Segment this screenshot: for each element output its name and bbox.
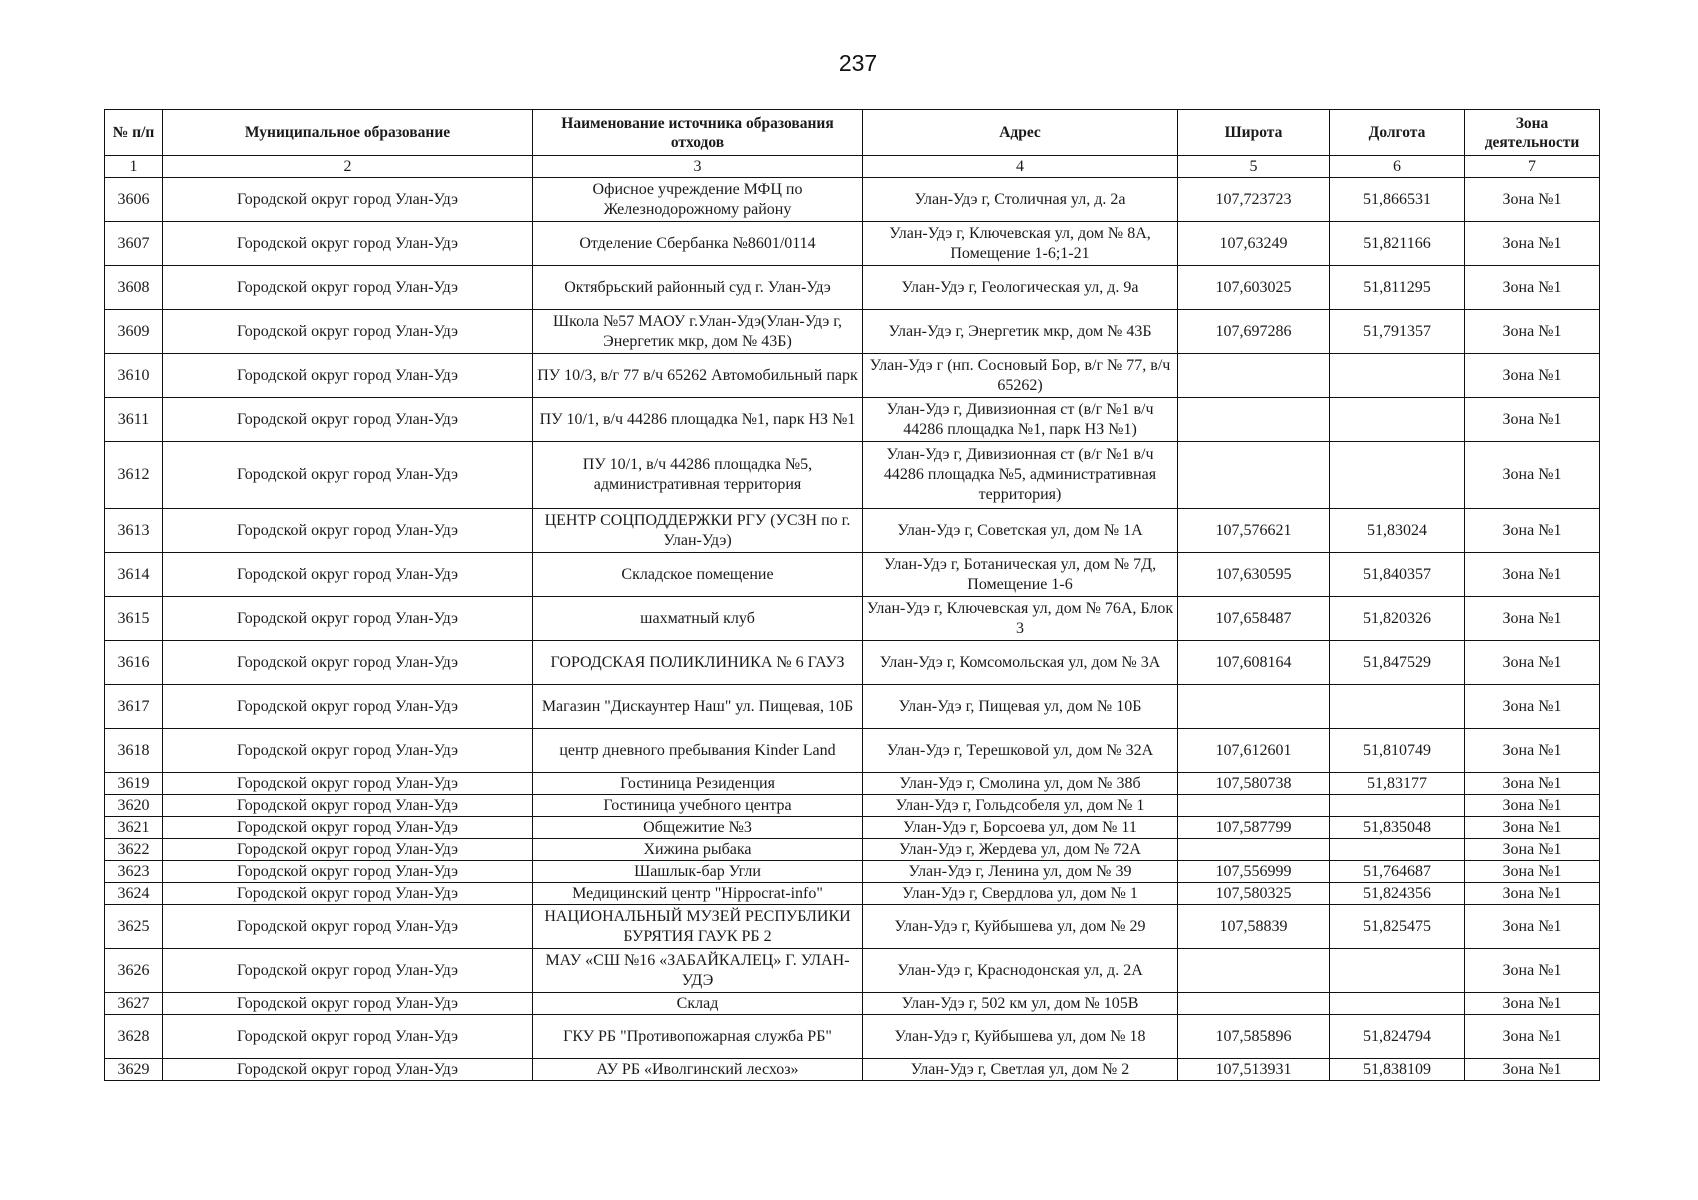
cell-zone: Зона №1 xyxy=(1465,861,1600,883)
table-row xyxy=(105,773,1600,795)
cell-zone: Зона №1 xyxy=(1465,1015,1600,1059)
cell-num: 3619 xyxy=(105,773,163,795)
cell-latitude: 107,697286 xyxy=(1178,310,1330,354)
cell-source: ГОРОДСКАЯ ПОЛИКЛИНИКА № 6 ГАУЗ xyxy=(533,641,863,685)
cell-longitude: 51,835048 xyxy=(1330,817,1465,839)
cell-municipality: Городской округ город Улан-Удэ xyxy=(163,883,533,905)
cell-num: 3609 xyxy=(105,310,163,354)
cell-address: Улан-Удэ г, Ключевская ул, дом № 8А, Помещение 1-6;1-21 xyxy=(863,222,1178,266)
header-cell-zone: Зона деятельности xyxy=(1465,110,1600,156)
table-row xyxy=(105,949,1600,993)
cell-address: Улан-Удэ г, Дивизионная ст (в/г №1 в/ч 44286 площадка №1, парк НЗ №1) xyxy=(863,398,1178,442)
table-row xyxy=(105,509,1600,553)
table-row xyxy=(105,729,1600,773)
cell-longitude xyxy=(1330,442,1465,509)
cell-address: Улан-Удэ г, Куйбышева ул, дом № 29 xyxy=(863,905,1178,949)
cell-address: Улан-Удэ г, Дивизионная ст (в/г №1 в/ч 44286 площадка №5, административная территория) xyxy=(863,442,1178,509)
cell-source: Складское помещение xyxy=(533,553,863,597)
cell-latitude: 107,608164 xyxy=(1178,641,1330,685)
cell-municipality: Городской округ город Улан-Удэ xyxy=(163,905,533,949)
header-cell-source: Наименование источника образования отходов xyxy=(533,110,863,156)
cell-num: 3611 xyxy=(105,398,163,442)
cell-num: 3628 xyxy=(105,1015,163,1059)
cell-longitude: 51,820326 xyxy=(1330,597,1465,641)
table-row xyxy=(105,266,1600,310)
cell-zone: Зона №1 xyxy=(1465,817,1600,839)
column-number-row xyxy=(105,156,1600,178)
column-number: 4 xyxy=(863,156,1178,178)
cell-latitude: 107,556999 xyxy=(1178,861,1330,883)
cell-municipality: Городской округ город Улан-Удэ xyxy=(163,553,533,597)
cell-zone: Зона №1 xyxy=(1465,222,1600,266)
header-cell-latitude: Широта xyxy=(1178,110,1330,156)
cell-num: 3608 xyxy=(105,266,163,310)
cell-address: Улан-Удэ г (нп. Сосновый Бор, в/г № 77, в/ч 65262) xyxy=(863,354,1178,398)
cell-zone: Зона №1 xyxy=(1465,729,1600,773)
cell-longitude: 51,840357 xyxy=(1330,553,1465,597)
table-row xyxy=(105,398,1600,442)
cell-zone: Зона №1 xyxy=(1465,442,1600,509)
table-row xyxy=(105,178,1600,222)
cell-address: Улан-Удэ г, Борсоева ул, дом № 11 xyxy=(863,817,1178,839)
header-cell-longitude: Долгота xyxy=(1330,110,1465,156)
header-row xyxy=(105,110,1600,156)
cell-longitude: 51,824356 xyxy=(1330,883,1465,905)
cell-source: Магазин "Дискаунтер Наш" ул. Пищевая, 10Б xyxy=(533,685,863,729)
cell-longitude: 51,83177 xyxy=(1330,773,1465,795)
cell-address: Улан-Удэ г, Краснодонская ул, д. 2А xyxy=(863,949,1178,993)
cell-municipality: Городской округ город Улан-Удэ xyxy=(163,266,533,310)
cell-latitude xyxy=(1178,354,1330,398)
cell-municipality: Городской округ город Улан-Удэ xyxy=(163,795,533,817)
cell-num: 3623 xyxy=(105,861,163,883)
cell-num: 3616 xyxy=(105,641,163,685)
cell-source: НАЦИОНАЛЬНЫЙ МУЗЕЙ РЕСПУБЛИКИ БУРЯТИЯ ГАУК РБ 2 xyxy=(533,905,863,949)
cell-municipality: Городской округ город Улан-Удэ xyxy=(163,861,533,883)
cell-zone: Зона №1 xyxy=(1465,553,1600,597)
cell-latitude xyxy=(1178,442,1330,509)
cell-latitude: 107,576621 xyxy=(1178,509,1330,553)
cell-zone: Зона №1 xyxy=(1465,993,1600,1015)
table-row xyxy=(105,442,1600,509)
cell-source: ПУ 10/1, в/ч 44286 площадка №5, административная территория xyxy=(533,442,863,509)
cell-latitude: 107,612601 xyxy=(1178,729,1330,773)
cell-longitude xyxy=(1330,839,1465,861)
cell-num: 3620 xyxy=(105,795,163,817)
cell-source: Гостиница Резиденция xyxy=(533,773,863,795)
cell-source: Октябрьский районный суд г. Улан-Удэ xyxy=(533,266,863,310)
cell-municipality: Городской округ город Улан-Удэ xyxy=(163,839,533,861)
cell-longitude: 51,866531 xyxy=(1330,178,1465,222)
column-number: 7 xyxy=(1465,156,1600,178)
cell-zone: Зона №1 xyxy=(1465,178,1600,222)
cell-address: Улан-Удэ г, Ботаническая ул, дом № 7Д, Помещение 1-6 xyxy=(863,553,1178,597)
cell-municipality: Городской округ город Улан-Удэ xyxy=(163,354,533,398)
cell-latitude xyxy=(1178,993,1330,1015)
column-number: 5 xyxy=(1178,156,1330,178)
cell-municipality: Городской округ город Улан-Удэ xyxy=(163,222,533,266)
cell-latitude: 107,630595 xyxy=(1178,553,1330,597)
cell-address: Улан-Удэ г, Столичная ул, д. 2а xyxy=(863,178,1178,222)
table-row xyxy=(105,861,1600,883)
cell-municipality: Городской округ город Улан-Удэ xyxy=(163,729,533,773)
cell-num: 3612 xyxy=(105,442,163,509)
cell-zone: Зона №1 xyxy=(1465,398,1600,442)
cell-municipality: Городской округ город Улан-Удэ xyxy=(163,442,533,509)
cell-longitude xyxy=(1330,949,1465,993)
cell-longitude: 51,838109 xyxy=(1330,1059,1465,1081)
cell-zone: Зона №1 xyxy=(1465,509,1600,553)
cell-zone: Зона №1 xyxy=(1465,597,1600,641)
cell-num: 3607 xyxy=(105,222,163,266)
cell-municipality: Городской округ город Улан-Удэ xyxy=(163,597,533,641)
cell-municipality: Городской округ город Улан-Удэ xyxy=(163,773,533,795)
cell-latitude xyxy=(1178,839,1330,861)
cell-zone: Зона №1 xyxy=(1465,266,1600,310)
table-row xyxy=(105,685,1600,729)
cell-zone: Зона №1 xyxy=(1465,949,1600,993)
cell-num: 3627 xyxy=(105,993,163,1015)
cell-address: Улан-Удэ г, Свердлова ул, дом № 1 xyxy=(863,883,1178,905)
cell-num: 3621 xyxy=(105,817,163,839)
cell-source: шахматный клуб xyxy=(533,597,863,641)
cell-latitude: 107,587799 xyxy=(1178,817,1330,839)
cell-latitude xyxy=(1178,685,1330,729)
cell-longitude: 51,821166 xyxy=(1330,222,1465,266)
table-row xyxy=(105,553,1600,597)
cell-address: Улан-Удэ г, Геологическая ул, д. 9а xyxy=(863,266,1178,310)
cell-address: Улан-Удэ г, Жердева ул, дом № 72А xyxy=(863,839,1178,861)
cell-source: Шашлык-бар Угли xyxy=(533,861,863,883)
cell-address: Улан-Удэ г, Куйбышева ул, дом № 18 xyxy=(863,1015,1178,1059)
table-body xyxy=(105,178,1600,1081)
cell-source: ЦЕНТР СОЦПОДДЕРЖКИ РГУ (УСЗН по г. Улан-Удэ) xyxy=(533,509,863,553)
cell-num: 3610 xyxy=(105,354,163,398)
cell-address: Улан-Удэ г, 502 км ул, дом № 105В xyxy=(863,993,1178,1015)
cell-num: 3614 xyxy=(105,553,163,597)
cell-municipality: Городской округ город Улан-Удэ xyxy=(163,509,533,553)
cell-num: 3613 xyxy=(105,509,163,553)
cell-latitude: 107,603025 xyxy=(1178,266,1330,310)
cell-zone: Зона №1 xyxy=(1465,641,1600,685)
table-row xyxy=(105,222,1600,266)
cell-source: Хижина рыбака xyxy=(533,839,863,861)
header-cell-municipality: Муниципальное образование xyxy=(163,110,533,156)
cell-latitude: 107,580738 xyxy=(1178,773,1330,795)
cell-address: Улан-Удэ г, Терешковой ул, дом № 32А xyxy=(863,729,1178,773)
cell-municipality: Городской округ город Улан-Удэ xyxy=(163,993,533,1015)
cell-zone: Зона №1 xyxy=(1465,354,1600,398)
cell-longitude xyxy=(1330,398,1465,442)
cell-zone: Зона №1 xyxy=(1465,795,1600,817)
cell-latitude: 107,513931 xyxy=(1178,1059,1330,1081)
cell-source: ГКУ РБ "Противопожарная служба РБ" xyxy=(533,1015,863,1059)
table-row xyxy=(105,310,1600,354)
table-row xyxy=(105,597,1600,641)
cell-source: АУ РБ «Иволгинский лесхоз» xyxy=(533,1059,863,1081)
cell-latitude: 107,580325 xyxy=(1178,883,1330,905)
cell-longitude: 51,810749 xyxy=(1330,729,1465,773)
cell-address: Улан-Удэ г, Пищевая ул, дом № 10Б xyxy=(863,685,1178,729)
table-row xyxy=(105,817,1600,839)
cell-address: Улан-Удэ г, Комсомольская ул, дом № 3А xyxy=(863,641,1178,685)
cell-address: Улан-Удэ г, Смолина ул, дом № 38б xyxy=(863,773,1178,795)
cell-longitude xyxy=(1330,685,1465,729)
cell-municipality: Городской округ город Улан-Удэ xyxy=(163,1015,533,1059)
column-number: 6 xyxy=(1330,156,1465,178)
cell-latitude: 107,63249 xyxy=(1178,222,1330,266)
cell-municipality: Городской округ город Улан-Удэ xyxy=(163,1059,533,1081)
cell-municipality: Городской округ город Улан-Удэ xyxy=(163,178,533,222)
cell-num: 3624 xyxy=(105,883,163,905)
column-number: 2 xyxy=(163,156,533,178)
cell-municipality: Городской округ город Улан-Удэ xyxy=(163,641,533,685)
cell-source: Медицинский центр "Hippocrat-info" xyxy=(533,883,863,905)
cell-longitude: 51,791357 xyxy=(1330,310,1465,354)
cell-latitude xyxy=(1178,398,1330,442)
cell-latitude: 107,723723 xyxy=(1178,178,1330,222)
cell-num: 3606 xyxy=(105,178,163,222)
table-row xyxy=(105,883,1600,905)
cell-longitude: 51,764687 xyxy=(1330,861,1465,883)
cell-latitude xyxy=(1178,949,1330,993)
cell-zone: Зона №1 xyxy=(1465,773,1600,795)
cell-address: Улан-Удэ г, Ключевская ул, дом № 76А, Блок 3 xyxy=(863,597,1178,641)
cell-address: Улан-Удэ г, Гольдсобеля ул, дом № 1 xyxy=(863,795,1178,817)
table-row xyxy=(105,1059,1600,1081)
cell-longitude xyxy=(1330,795,1465,817)
cell-num: 3625 xyxy=(105,905,163,949)
cell-zone: Зона №1 xyxy=(1465,310,1600,354)
cell-municipality: Городской округ город Улан-Удэ xyxy=(163,398,533,442)
cell-source: Общежитие №3 xyxy=(533,817,863,839)
header-cell-num: № п/п xyxy=(105,110,163,156)
cell-num: 3622 xyxy=(105,839,163,861)
table-row xyxy=(105,354,1600,398)
header-cell-address: Адрес xyxy=(863,110,1178,156)
cell-source: Отделение Сбербанка №8601/0114 xyxy=(533,222,863,266)
cell-latitude: 107,658487 xyxy=(1178,597,1330,641)
cell-source: ПУ 10/3, в/г 77 в/ч 65262 Автомобильный парк xyxy=(533,354,863,398)
cell-latitude: 107,585896 xyxy=(1178,1015,1330,1059)
cell-source: Офисное учреждение МФЦ по Железнодорожному району xyxy=(533,178,863,222)
cell-latitude xyxy=(1178,795,1330,817)
table-row xyxy=(105,795,1600,817)
cell-source: ПУ 10/1, в/ч 44286 площадка №1, парк НЗ №1 xyxy=(533,398,863,442)
page-number: 237 xyxy=(838,50,878,76)
table-row xyxy=(105,839,1600,861)
column-number: 1 xyxy=(105,156,163,178)
cell-num: 3615 xyxy=(105,597,163,641)
cell-address: Улан-Удэ г, Энергетик мкр, дом № 43Б xyxy=(863,310,1178,354)
cell-zone: Зона №1 xyxy=(1465,839,1600,861)
cell-municipality: Городской округ город Улан-Удэ xyxy=(163,685,533,729)
cell-longitude: 51,825475 xyxy=(1330,905,1465,949)
cell-zone: Зона №1 xyxy=(1465,1059,1600,1081)
cell-municipality: Городской округ город Улан-Удэ xyxy=(163,817,533,839)
cell-num: 3618 xyxy=(105,729,163,773)
table-row xyxy=(105,641,1600,685)
cell-source: Школа №57 МАОУ г.Улан-Удэ(Улан-Удэ г, Энергетик мкр, дом № 43Б) xyxy=(533,310,863,354)
cell-zone: Зона №1 xyxy=(1465,685,1600,729)
cell-municipality: Городской округ город Улан-Удэ xyxy=(163,949,533,993)
cell-longitude xyxy=(1330,354,1465,398)
cell-source: центр дневного пребывания Kinder Land xyxy=(533,729,863,773)
cell-num: 3617 xyxy=(105,685,163,729)
cell-zone: Зона №1 xyxy=(1465,905,1600,949)
cell-municipality: Городской округ город Улан-Удэ xyxy=(163,310,533,354)
cell-source: Гостиница учебного центра xyxy=(533,795,863,817)
table-row xyxy=(105,905,1600,949)
cell-address: Улан-Удэ г, Советская ул, дом № 1А xyxy=(863,509,1178,553)
cell-num: 3626 xyxy=(105,949,163,993)
cell-longitude: 51,811295 xyxy=(1330,266,1465,310)
cell-longitude xyxy=(1330,993,1465,1015)
cell-longitude: 51,847529 xyxy=(1330,641,1465,685)
cell-longitude: 51,83024 xyxy=(1330,509,1465,553)
column-number: 3 xyxy=(533,156,863,178)
cell-source: Склад xyxy=(533,993,863,1015)
cell-source: МАУ «СШ №16 «ЗАБАЙКАЛЕЦ» Г. УЛАН-УДЭ xyxy=(533,949,863,993)
cell-longitude: 51,824794 xyxy=(1330,1015,1465,1059)
table-row xyxy=(105,993,1600,1015)
waste-source-table xyxy=(104,109,1600,1081)
table-row xyxy=(105,1015,1600,1059)
cell-zone: Зона №1 xyxy=(1465,883,1600,905)
cell-address: Улан-Удэ г, Ленина ул, дом № 39 xyxy=(863,861,1178,883)
cell-num: 3629 xyxy=(105,1059,163,1081)
cell-latitude: 107,58839 xyxy=(1178,905,1330,949)
cell-address: Улан-Удэ г, Светлая ул, дом № 2 xyxy=(863,1059,1178,1081)
